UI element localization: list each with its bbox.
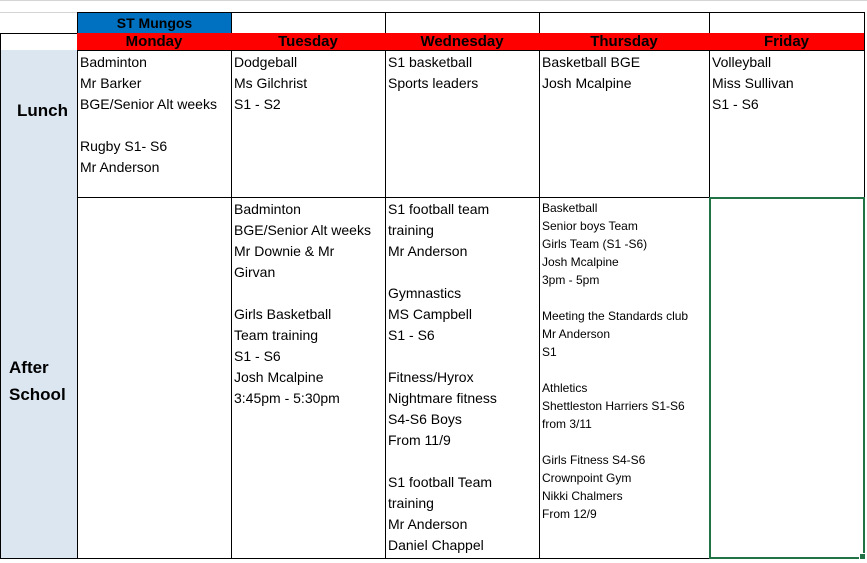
cell-blank[interactable] — [231, 12, 386, 34]
cell-line: Crownpoint Gym — [542, 471, 632, 485]
cell-line: Sports leaders — [388, 75, 479, 91]
cell-text — [712, 52, 794, 115]
cell-after-school-thursday[interactable] — [539, 197, 710, 559]
cell-line: BGE/Senior Alt weeks — [80, 96, 217, 112]
cell-line: Meeting the Standards club — [542, 309, 689, 323]
cell-after-school-friday-selected[interactable] — [709, 197, 865, 559]
cell-line: Mr Barker — [80, 75, 142, 91]
cell-line: Athletics — [542, 381, 588, 395]
cell-line-gap — [388, 346, 497, 367]
cell-line: S1 basketball — [388, 54, 473, 70]
day-header-friday[interactable]: Friday — [709, 33, 865, 51]
cell-line: Basketball — [542, 201, 598, 215]
cell-line: Dodgeball — [234, 54, 298, 70]
day-header-thursday[interactable]: Thursday — [539, 33, 710, 51]
cell-line: Girls Team (S1 -S6) — [542, 237, 648, 251]
cell-line: from 3/11 — [542, 417, 592, 431]
cell-line: Josh Mcalpine — [542, 75, 632, 91]
cell-blank[interactable] — [385, 12, 540, 34]
cell-line: S1 - S2 — [234, 96, 281, 112]
cell-line: 3:45pm - 5:30pm — [234, 390, 340, 406]
cell-blank-corner[interactable] — [0, 12, 78, 34]
cell-line: Team training — [234, 327, 319, 343]
row-header-lunch-label: Lunch — [17, 101, 68, 120]
cell-after-school-tuesday[interactable] — [231, 197, 386, 559]
cell-line: Gymnastics — [388, 285, 462, 301]
cell-line: Girvan — [234, 264, 276, 280]
row-header-after-school[interactable] — [0, 197, 78, 559]
cell-line: Daniel Chappel — [388, 537, 484, 553]
cell-blank[interactable] — [709, 12, 865, 34]
cell-line: Mr Downie & Mr — [234, 243, 335, 259]
cell-line-gap — [234, 283, 371, 304]
cell-line: Josh Mcalpine — [542, 255, 619, 269]
cell-line: S1 football team — [388, 201, 490, 217]
cell-line: Volleyball — [712, 54, 772, 70]
cell-lunch-monday[interactable] — [77, 50, 232, 198]
cell-line: Rugby S1- S6 — [80, 138, 168, 154]
cell-line: Mr Anderson — [388, 243, 468, 259]
cell-lunch-thursday[interactable] — [539, 50, 710, 198]
cell-text — [234, 199, 371, 409]
cell-blank-corner[interactable] — [0, 33, 78, 51]
cell-line: S1 - S6 — [234, 348, 281, 364]
cell-line: S1 football Team — [388, 474, 493, 490]
day-header-tuesday[interactable]: Tuesday — [231, 33, 386, 51]
cell-after-school-monday[interactable] — [77, 197, 232, 559]
cell-line: Mr Anderson — [80, 159, 160, 175]
fill-handle[interactable] — [859, 553, 866, 560]
cell-line-gap — [542, 433, 688, 451]
cell-line: S1 — [542, 345, 557, 359]
cell-line: Shettleston Harriers S1-S6 — [542, 399, 685, 413]
cell-line: S1 - S6 — [712, 96, 759, 112]
cell-line: Girls Fitness S4-S6 — [542, 453, 646, 467]
cell-line: MS Campbell — [388, 306, 473, 322]
cell-line: Ms Gilchrist — [234, 75, 308, 91]
day-header-wednesday[interactable]: Wednesday — [385, 33, 540, 51]
cell-line: S4-S6 Boys — [388, 411, 462, 427]
cell-text — [234, 52, 307, 115]
cell-line: Basketball BGE — [542, 54, 641, 70]
day-header-monday[interactable]: Monday — [77, 33, 232, 51]
cell-line: From 12/9 — [542, 507, 597, 521]
cell-lunch-friday[interactable] — [709, 50, 865, 198]
cell-lunch-wednesday[interactable] — [385, 50, 540, 198]
cell-text — [388, 52, 478, 94]
cell-blank[interactable] — [539, 12, 710, 34]
cell-line: Miss Sullivan — [712, 75, 794, 91]
cell-lunch-tuesday[interactable] — [231, 50, 386, 198]
cell-line: S1 - S6 — [388, 327, 435, 343]
cell-text — [388, 199, 497, 556]
cell-line-gap — [80, 115, 217, 136]
cell-line: Nightmare fitness — [388, 390, 497, 406]
row-header-lunch[interactable] — [0, 50, 78, 198]
cell-line: Nikki Chalmers — [542, 489, 623, 503]
cell-line: Girls Basketball — [234, 306, 332, 322]
sheet-title[interactable]: ST Mungos — [77, 12, 232, 34]
gridline — [0, 0, 867, 1]
cell-line-gap — [388, 451, 497, 472]
cell-line-gap — [388, 262, 497, 283]
cell-text — [542, 199, 688, 523]
cell-line: From 11/9 — [388, 432, 451, 448]
cell-line: Mr Anderson — [542, 327, 611, 341]
cell-line: Badminton — [80, 54, 147, 70]
cell-line: BGE/Senior Alt weeks — [234, 222, 371, 238]
cell-line: Fitness/Hyrox — [388, 369, 474, 385]
cell-line: Mr Anderson — [388, 516, 468, 532]
cell-line: 3pm - 5pm — [542, 273, 600, 287]
cell-line: Senior boys Team — [542, 219, 638, 233]
cell-line: Badminton — [234, 201, 301, 217]
cell-line: training — [388, 495, 434, 511]
cell-after-school-wednesday[interactable] — [385, 197, 540, 559]
cell-line-gap — [542, 361, 688, 379]
cell-line-gap — [542, 289, 688, 307]
cell-line: training — [388, 222, 434, 238]
cell-text — [542, 52, 640, 94]
cell-line: Josh Mcalpine — [234, 369, 324, 385]
row-header-after-school-label: After School — [9, 358, 66, 404]
cell-text — [80, 52, 217, 178]
